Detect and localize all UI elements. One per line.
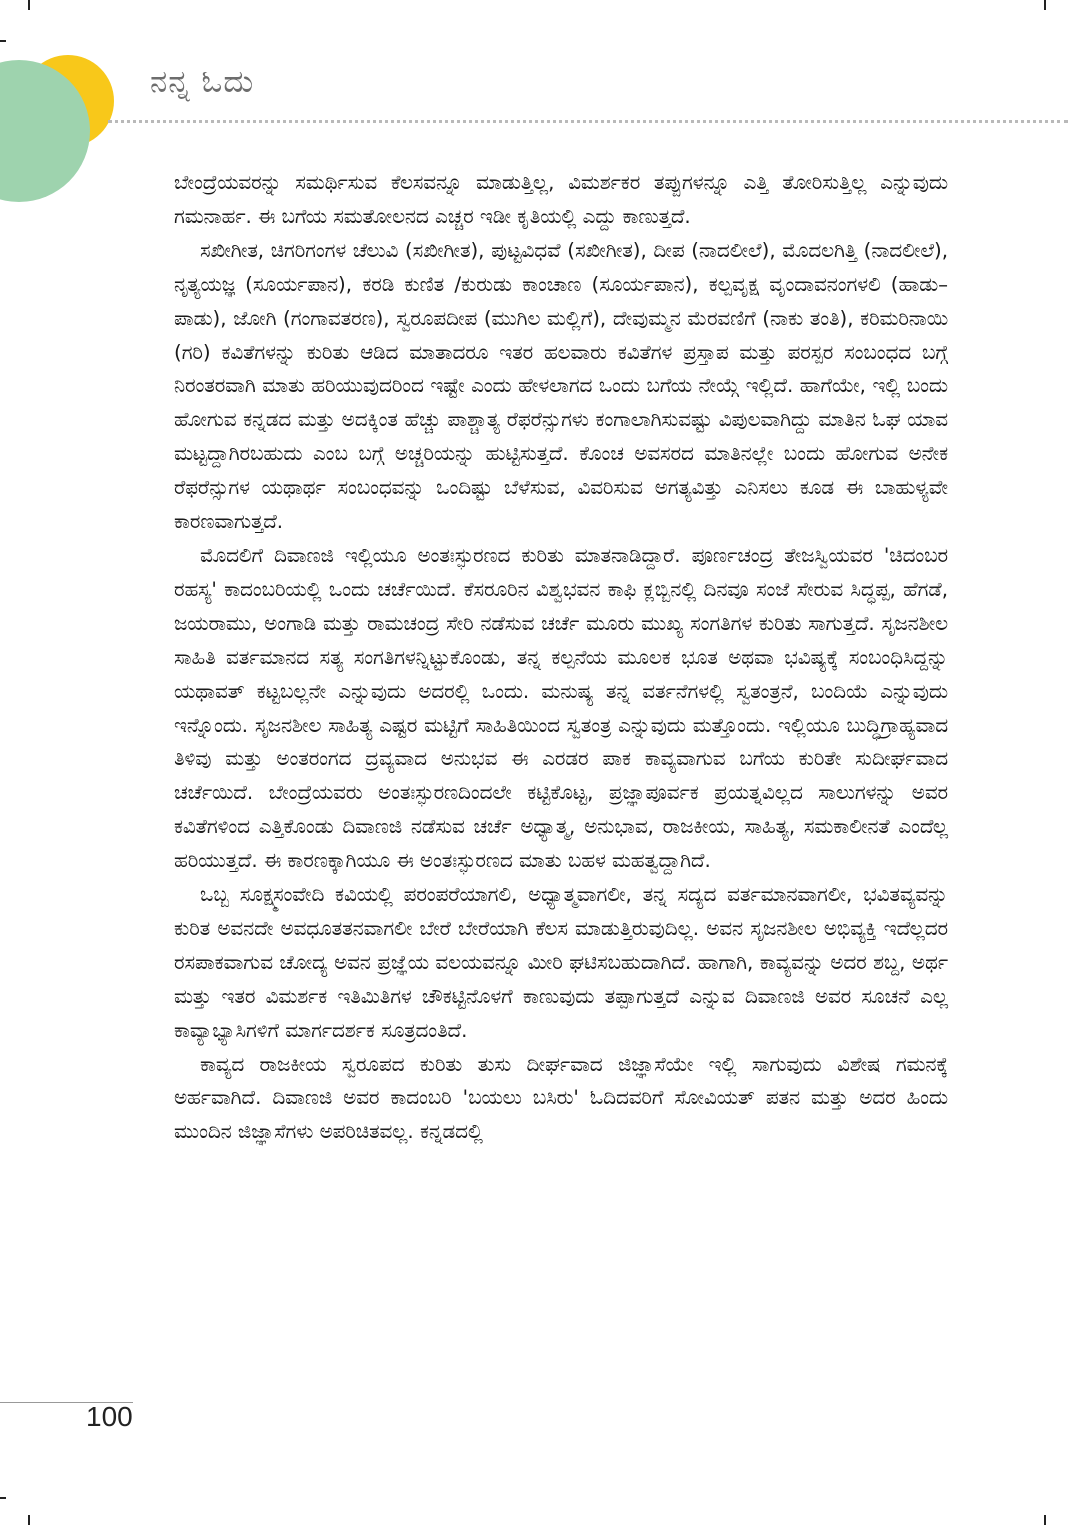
paragraph-3: ಮೊದಲಿಗೆ ದಿವಾಣಜಿ ಇಲ್ಲಿಯೂ ಅಂತಃಸ್ಫುರಣದ ಕುರಿತು ಮಾತನಾಡಿದ್ದಾರೆ. ಪೂರ್ಣಚಂದ್ರ ತೇಜಸ್ವಿಯವರ 'ಚಿದಂಬರ ರಹಸ್ಯ' ಕಾದಂಬರಿಯಲ್ಲಿ ಒಂದು ಚರ್ಚೆಯಿದೆ. ಕೆಸರೂರಿನ ವಿಶ್ವಭವನ ಕಾಫಿ ಕ್ಲಬ್ಬಿನಲ್ಲಿ ದಿನವೂ ಸಂಜೆ ಸೇರುವ ಸಿದ್ಧಪ್ಪ, ಹೆಗಡೆ, ಜಯರಾಮು, ಅಂಗಾಡಿ ಮತ್ತು ರಾಮಚಂದ್ರ ಸೇರಿ ನಡೆಸುವ ಚರ್ಚೆ ಮೂರು ಮುಖ್ಯ ಸಂಗತಿಗಳ ಕುರಿತು ಸಾಗುತ್ತದೆ. ಸೃಜನಶೀಲ ಸಾಹಿತಿ ವರ್ತಮಾನದ ಸತ್ಯ ಸಂಗತಿಗಳನ್ನಿಟ್ಟುಕೊಂಡು, ತನ್ನ ಕಲ್ಪನೆಯ ಮೂಲಕ ಭೂತ ಅಥವಾ ಭವಿಷ್ಯಕ್ಕೆ ಸಂಬಂಧಿಸಿದ್ದನ್ನು ಯಥಾವತ್ ಕಟ್ಟಬಲ್ಲನೇ ಎನ್ನುವುದು ಅದರಲ್ಲಿ ಒಂದು. ಮನುಷ್ಯ ತನ್ನ ವರ್ತನೆಗಳಲ್ಲಿ ಸ್ವತಂತ್ರನೆ, ಬಂದಿಯೆ ಎನ್ನುವುದು ಇನ್ನೊಂದು. ಸೃಜನಶೀಲ ಸಾಹಿತ್ಯ ಎಷ್ಟರ ಮಟ್ಟಿಗೆ ಸಾಹಿತಿಯಿಂದ ಸ್ವತಂತ್ರ ಎನ್ನುವುದು ಮತ್ತೊಂದು. ಇಲ್ಲಿಯೂ ಬುದ್ಧಿಗ್ರಾಹ್ಯವಾದ ತಿಳಿವು ಮತ್ತು ಅಂತರಂಗದ ದ್ರವ್ಯವಾದ ಅನುಭವ ಈ ಎರಡರ ಪಾಕ ಕಾವ್ಯವಾಗುವ ಬಗೆಯ ಕುರಿತೇ ಸುದೀರ್ಘವಾದ ಚರ್ಚೆಯಿದೆ. ಬೇಂದ್ರೆಯವರು ಅಂತಃಸ್ಫುರಣದಿಂದಲೇ ಕಟ್ಟಿಕೊಟ್ಟ, ಪ್ರಜ್ಞಾಪೂರ್ವಕ ಪ್ರಯತ್ನವಿಲ್ಲದ ಸಾಲುಗಳನ್ನು ಅವರ ಕವಿತೆಗಳಿಂದ ಎತ್ತಿಕೊಂಡು ದಿವಾಣಜಿ ನಡೆಸುವ ಚರ್ಚೆ ಅಧ್ಯಾತ್ಮ, ಅನುಭಾವ, ರಾಜಕೀಯ, ಸಾಹಿತ್ಯ, ಸಮಕಾಲೀನತೆ ಎಂದೆಲ್ಲ ಹರಿಯುತ್ತದೆ. ಈ ಕಾರಣಕ್ಕಾಗಿಯೂ ಈ ಅಂತಃಸ್ಫುರಣದ ಮಾತು ಬಹಳ ಮಹತ್ವದ್ದಾಗಿದೆ.: [174, 543, 948, 873]
page-number: 100: [86, 1401, 133, 1432]
paragraph-2: ಸಖೀಗೀತ, ಚಿಗರಿಗಂಗಳ ಚೆಲುವಿ (ಸಖೀಗೀತ), ಪುಟ್ಟವಿಧವೆ (ಸಖೀಗೀತ), ದೀಪ (ನಾದಲೀಲೆ), ಮೊದಲಗಿತ್ತಿ (ನಾದಲೀಲೆ), ನೃತ್ಯಯಜ್ಞ (ಸೂರ್ಯಪಾನ), ಕರಡಿ ಕುಣಿತ /ಕುರುಡು ಕಾಂಚಾಣ (ಸೂರ್ಯಪಾನ), ಕಲ್ಪವೃಕ್ಷ ವೃಂದಾವನಂಗಳಲಿ (ಹಾಡು–ಪಾಡು), ಜೋಗಿ (ಗಂಗಾವತರಣ), ಸ್ವರೂಪದೀಪ (ಮುಗಿಲ ಮಲ್ಲಿಗೆ), ದೇವುಮ್ಮನ ಮೆರವಣಿಗೆ (ನಾಕು ತಂತಿ), ಕರಿಮರಿನಾಯಿ (ಗರಿ) ಕವಿತೆಗಳನ್ನು ಕುರಿತು ಆಡಿದ ಮಾತಾದರೂ ಇತರ ಹಲವಾರು ಕವಿತೆಗಳ ಪ್ರಸ್ತಾಪ ಮತ್ತು ಪರಸ್ಪರ ಸಂಬಂಧದ ಬಗ್ಗೆ ನಿರಂತರವಾಗಿ ಮಾತು ಹರಿಯುವುದರಿಂದ ಇಷ್ಟೇ ಎಂದು ಹೇಳಲಾಗದ ಒಂದು ಬಗೆಯ ನೇಯ್ಗೆ ಇಲ್ಲಿದೆ. ಹಾಗೆಯೇ, ಇಲ್ಲಿ ಬಂದು ಹೋಗುವ ಕನ್ನಡದ ಮತ್ತು ಅದಕ್ಕಿಂತ ಹೆಚ್ಚು ಪಾಶ್ಚಾತ್ಯ ರೆಫರೆನ್ಸುಗಳು ಕಂಗಾಲಾಗಿಸುವಷ್ಟು ವಿಪುಲವಾಗಿದ್ದು ಮಾತಿನ ಓಘ ಯಾವ ಮಟ್ಟದ್ದಾಗಿರಬಹುದು ಎಂಬ ಬಗ್ಗೆ ಅಚ್ಚರಿಯನ್ನು ಹುಟ್ಟಿಸುತ್ತದೆ. ಕೊಂಚ ಅವಸರದ ಮಾತಿನಲ್ಲೇ ಬಂದು ಹೋಗುವ ಅನೇಕ ರೆಫರೆನ್ಸುಗಳ ಯಥಾರ್ಥ ಸಂಬಂಧವನ್ನು ಒಂದಿಷ್ಟು ಬೆಳೆಸುವ, ವಿವರಿಸುವ ಅಗತ್ಯವಿತ್ತು ಎನಿಸಲು ಕೂಡ ಈ ಬಾಹುಳ್ಯವೇ ಕಾರಣವಾಗುತ್ತದೆ.: [174, 238, 948, 534]
crop-mark-bottom-left: [28, 1515, 30, 1525]
paragraph-1: ಬೇಂದ್ರೆಯವರನ್ನು ಸಮರ್ಥಿಸುವ ಕೆಲಸವನ್ನೂ ಮಾಡುತ್ತಿಲ್ಲ, ವಿಮರ್ಶಕರ ತಪ್ಪುಗಳನ್ನೂ ಎತ್ತಿ ತೋರಿಸುತ್ತಿಲ್ಲ ಎನ್ನುವುದು ಗಮನಾರ್ಹ. ಈ ಬಗೆಯ ಸಮತೋಲನದ ಎಚ್ಚರ ಇಡೀ ಕೃತಿಯಲ್ಲಿ ಎದ್ದು ಕಾಣುತ್ತದೆ.: [174, 171, 948, 228]
crop-mark-bottom-right: [1044, 1515, 1046, 1525]
crop-mark-top-right: [1044, 0, 1046, 10]
crop-mark-top-left-h: [0, 40, 6, 42]
header-dotted-divider: [108, 120, 1068, 123]
crop-mark-top-left: [28, 0, 30, 10]
paragraph-4: ಒಬ್ಬ ಸೂಕ್ಷ್ಮಸಂವೇದಿ ಕವಿಯಲ್ಲಿ ಪರಂಪರೆಯಾಗಲಿ, ಅಧ್ಯಾತ್ಮವಾಗಲೀ, ತನ್ನ ಸದ್ಯದ ವರ್ತಮಾನವಾಗಲೀ, ಭವಿತವ್ಯವನ್ನು ಕುರಿತ ಅವನದೇ ಅವಧೂತತನವಾಗಲೀ ಬೇರೆ ಬೇರೆಯಾಗಿ ಕೆಲಸ ಮಾಡುತ್ತಿರುವುದಿಲ್ಲ. ಅವನ ಸೃಜನಶೀಲ ಅಭಿವ್ಯಕ್ತಿ ಇದೆಲ್ಲದರ ರಸಪಾಕವಾಗುವ ಚೋದ್ಯ ಅವನ ಪ್ರಜ್ಞೆಯ ವಲಯವನ್ನೂ ಮೀರಿ ಘಟಿಸಬಹುದಾಗಿದೆ. ಹಾಗಾಗಿ, ಕಾವ್ಯವನ್ನು ಅದರ ಶಬ್ದ, ಅರ್ಥ ಮತ್ತು ಇತರ ವಿಮರ್ಶಕ ಇತಿಮಿತಿಗಳ ಚೌಕಟ್ಟಿನೊಳಗೆ ಕಾಣುವುದು ತಪ್ಪಾಗುತ್ತದೆ ಎನ್ನುವ ದಿವಾಣಜಿ ಅವರ ಸೂಚನೆ ಎಲ್ಲ ಕಾವ್ಯಾಭ್ಯಾಸಿಗಳಿಗೆ ಮಾರ್ಗದರ್ಶಕ ಸೂತ್ರದಂತಿದೆ.: [174, 883, 948, 1042]
crop-mark-bottom-left-h: [0, 1497, 6, 1499]
running-header-title: ನನ್ನ ಓದು: [150, 64, 255, 100]
paragraph-5: ಕಾವ್ಯದ ರಾಜಕೀಯ ಸ್ವರೂಪದ ಕುರಿತು ತುಸು ದೀರ್ಘವಾದ ಜಿಜ್ಞಾಸೆಯೇ ಇಲ್ಲಿ ಸಾಗುವುದು ವಿಶೇಷ ಗಮನಕ್ಕೆ ಅರ್ಹವಾಗಿದೆ. ದಿವಾಣಜಿ ಅವರ ಕಾದಂಬರಿ 'ಬಯಲು ಬಸಿರು' ಓದಿದವರಿಗೆ ಸೋವಿಯತ್ ಪತನ ಮತ್ತು ಅದರ ಹಿಂದು ಮುಂದಿನ ಜಿಜ್ಞಾಸೆಗಳು ಅಪರಿಚಿತವಲ್ಲ. ಕನ್ನಡದಲ್ಲಿ: [174, 1052, 948, 1144]
body-text: [174, 166, 948, 1149]
